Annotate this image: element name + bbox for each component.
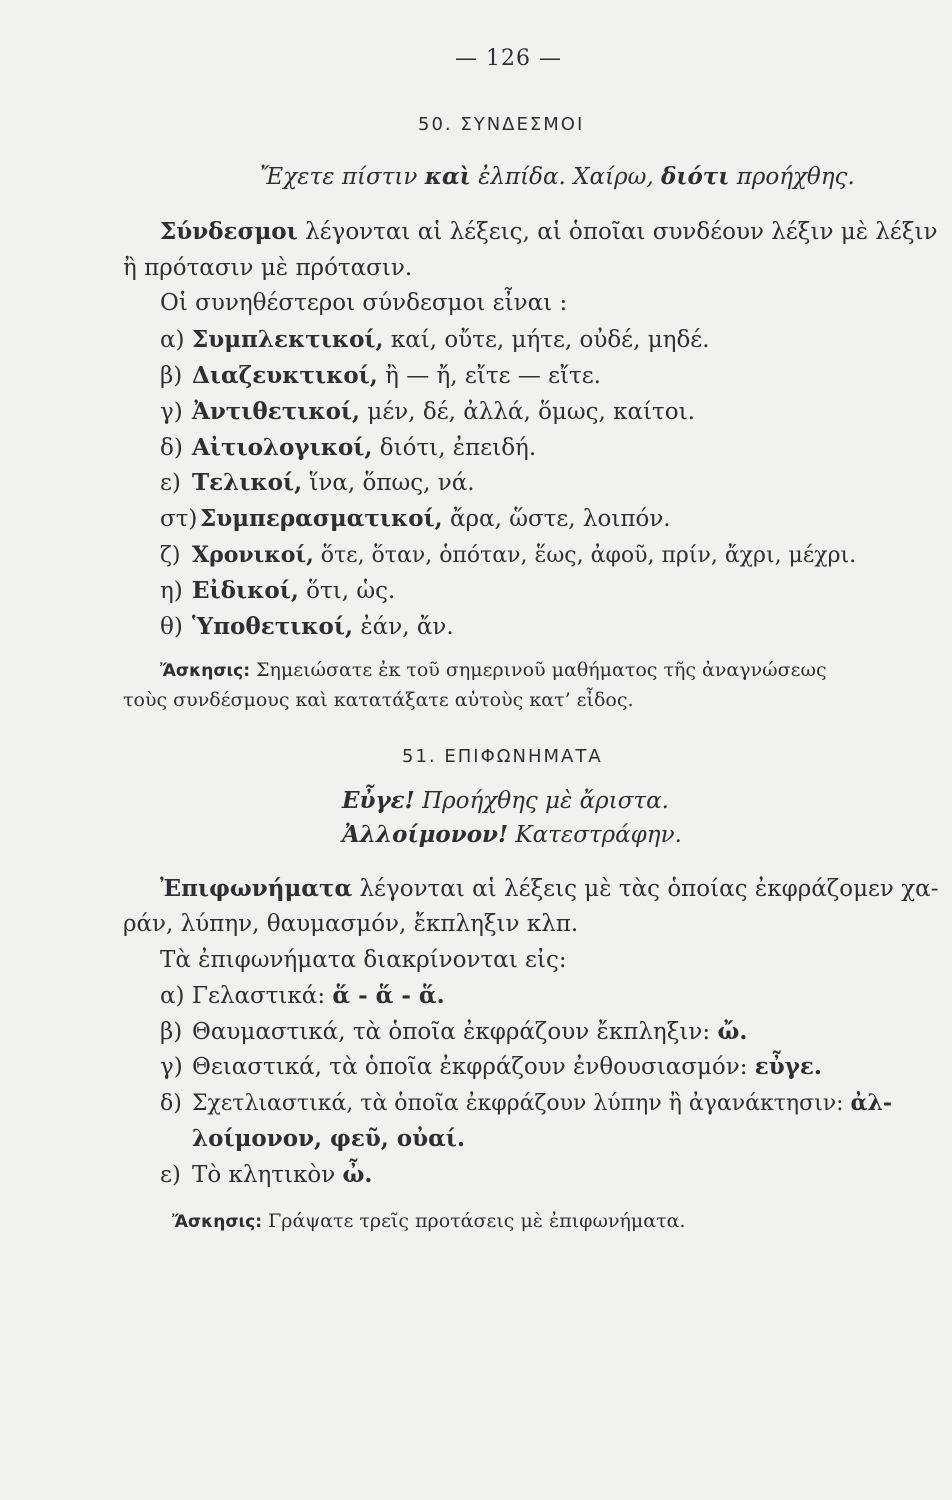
page-number: — 126 — — [455, 46, 562, 71]
exercise-text: Γράψατε τρεῖς προτάσεις μὲ ἐπιφωνήματα. — [262, 1210, 686, 1232]
item-label: ε) — [160, 1162, 181, 1188]
item-words: ὅτε, ὅταν, ὁπόταν, ἕως, ἀφοῦ, πρίν, ἄχρι, μέχρι. — [313, 543, 857, 568]
example-text: ἐλπίδα. Χαίρω, — [470, 164, 661, 190]
exercise-label: Ἄσκησις: — [172, 1212, 263, 1232]
section-50-title: 50. ΣΥΝΔΕΣΜΟΙ — [418, 114, 585, 135]
conjunction-item — [160, 468, 475, 498]
exercise-label: Ἄσκησις: — [160, 661, 251, 681]
item-words: ἐάν, ἄν. — [353, 614, 454, 640]
conjunction-item — [160, 576, 395, 606]
item-label: γ) — [160, 1054, 183, 1080]
example-interjection: Εὖγε! — [342, 787, 415, 814]
section-50-example — [260, 162, 855, 192]
item-term: Ἀντιθετικοί, — [192, 398, 361, 425]
example-conjunction: διότι — [661, 163, 730, 190]
item-words: διότι, ἐπειδή. — [372, 435, 537, 461]
conjunction-item — [160, 325, 710, 355]
item-label: α) — [160, 983, 185, 1009]
conjunction-item — [160, 433, 536, 463]
section-50-definition-cont: ἢ πρότασιν μὲ πρότασιν. — [123, 255, 413, 281]
section-50-intro: Οἱ συνηθέστεροι σύνδεσμοι εἶναι : — [160, 290, 568, 316]
item-label: δ) — [160, 1091, 182, 1116]
interjection-item — [160, 1160, 372, 1190]
example-text: Ἔχετε πίστιν — [260, 164, 425, 190]
item-term: Συμπλεκτικοί, — [192, 326, 384, 353]
section-50-exercise — [160, 655, 827, 686]
section-51-exercise — [172, 1206, 685, 1237]
item-label: γ) — [160, 399, 183, 425]
item-term: Ὑποθετικοί, — [192, 613, 354, 640]
item-example: ἀλ- — [850, 1090, 893, 1116]
item-label: δ) — [160, 435, 183, 461]
section-50-exercise-cont: τοὺς συνδέσμους καὶ κατατάξατε αὐτοὺς κατ’ εἶδος. — [123, 689, 634, 711]
conjunction-item — [160, 504, 671, 534]
item-example: ὦ. — [342, 1161, 373, 1188]
item-term: Διαζευκτικοί, — [192, 362, 378, 389]
example-conjunction: καὶ — [424, 163, 471, 190]
item-term: Συμπερασματικοί, — [200, 505, 443, 532]
item-label: β) — [160, 1019, 183, 1045]
definition-text: λέγονται αἱ λέξεις μὲ τὰς ὁποίας ἐκφράζομεν χα- — [352, 876, 939, 902]
interjection-item — [160, 1052, 822, 1082]
conjunction-item — [160, 612, 454, 642]
example-text: Κατεστράφην. — [508, 822, 682, 848]
section-51-definition-cont: ράν, λύπην, θαυμασμόν, ἔκπληξιν κλπ. — [123, 911, 579, 937]
interjection-item — [160, 1017, 747, 1047]
section-50-definition — [160, 217, 938, 247]
item-text: Σχετλιαστικά, τὰ ὁποῖα ἐκφράζουν λύπην ἢ ἀγανάκτησιν: — [192, 1091, 851, 1116]
item-words: ἵνα, ὅπως, νά. — [302, 470, 475, 496]
item-words: καί, οὔτε, μήτε, οὐδέ, μηδέ. — [383, 327, 710, 353]
interjection-item — [160, 981, 445, 1011]
item-label: ζ) — [160, 543, 181, 568]
item-term: Τελικοί, — [192, 469, 303, 496]
example-interjection: Ἀλλοίμονον! — [342, 821, 509, 848]
section-51-example-2 — [342, 820, 682, 850]
item-label: θ) — [160, 614, 183, 640]
item-term: Αἰτιολογικοί, — [192, 434, 373, 461]
conjunction-item — [160, 361, 601, 391]
item-example: ὤ. — [717, 1018, 748, 1045]
definition-term: Σύνδεσμοι — [160, 218, 298, 245]
interjection-item — [160, 1088, 892, 1119]
item-words: ἄρα, ὥστε, λοιπόν. — [442, 506, 671, 532]
example-text: Προήχθης μὲ ἄριστα. — [414, 788, 669, 814]
section-51-intro: Τὰ ἐπιφωνήματα διακρίνονται εἰς: — [160, 947, 567, 973]
exercise-text: Σημειώσατε ἐκ τοῦ σημερινοῦ μαθήματος τῆς ἀναγνώσεως — [250, 659, 827, 681]
item-text: Θαυμαστικά, τὰ ὁποῖα ἐκφράζουν ἔκπληξιν: — [192, 1019, 718, 1045]
item-label: η) — [160, 578, 183, 604]
section-51-example-1 — [342, 786, 669, 816]
conjunction-item — [160, 397, 695, 427]
item-label: στ) — [160, 506, 198, 532]
definition-term: Ἐπιφωνήματα — [160, 875, 353, 902]
item-example: εὖγε. — [754, 1053, 822, 1080]
item-label: ε) — [160, 470, 181, 496]
section-51-title: 51. ΕΠΙΦΩΝΗΜΑΤΑ — [402, 746, 603, 767]
item-term: Χρονικοί, — [192, 542, 314, 568]
item-text: Γελαστικά: — [192, 983, 333, 1009]
section-51-definition — [160, 874, 938, 904]
item-label: β) — [160, 363, 183, 389]
example-text: προήχθης. — [729, 164, 855, 190]
item-text: Θειαστικά, τὰ ὁποῖα ἐκφράζουν ἐνθουσιασμόν: — [192, 1054, 755, 1080]
conjunction-item — [160, 540, 856, 571]
interjection-item-cont: λοίμονον, φεῦ, οὐαί. — [192, 1125, 465, 1152]
item-example: ἅ - ἅ - ἅ. — [332, 982, 445, 1009]
item-text: Τὸ κλητικὸν — [192, 1162, 343, 1188]
item-words: ὅτι, ὡς. — [298, 578, 396, 604]
item-words: ἢ — ἤ, εἴτε — εἴτε. — [377, 363, 601, 389]
item-term: Εἰδικοί, — [192, 577, 299, 604]
item-words: μέν, δέ, ἀλλά, ὅμως, καίτοι. — [360, 399, 695, 425]
item-label: α) — [160, 327, 185, 353]
definition-text: λέγονται αἱ λέξεις, αἱ ὁποῖαι συνδέουν λέξιν μὲ λέξιν — [297, 219, 938, 245]
